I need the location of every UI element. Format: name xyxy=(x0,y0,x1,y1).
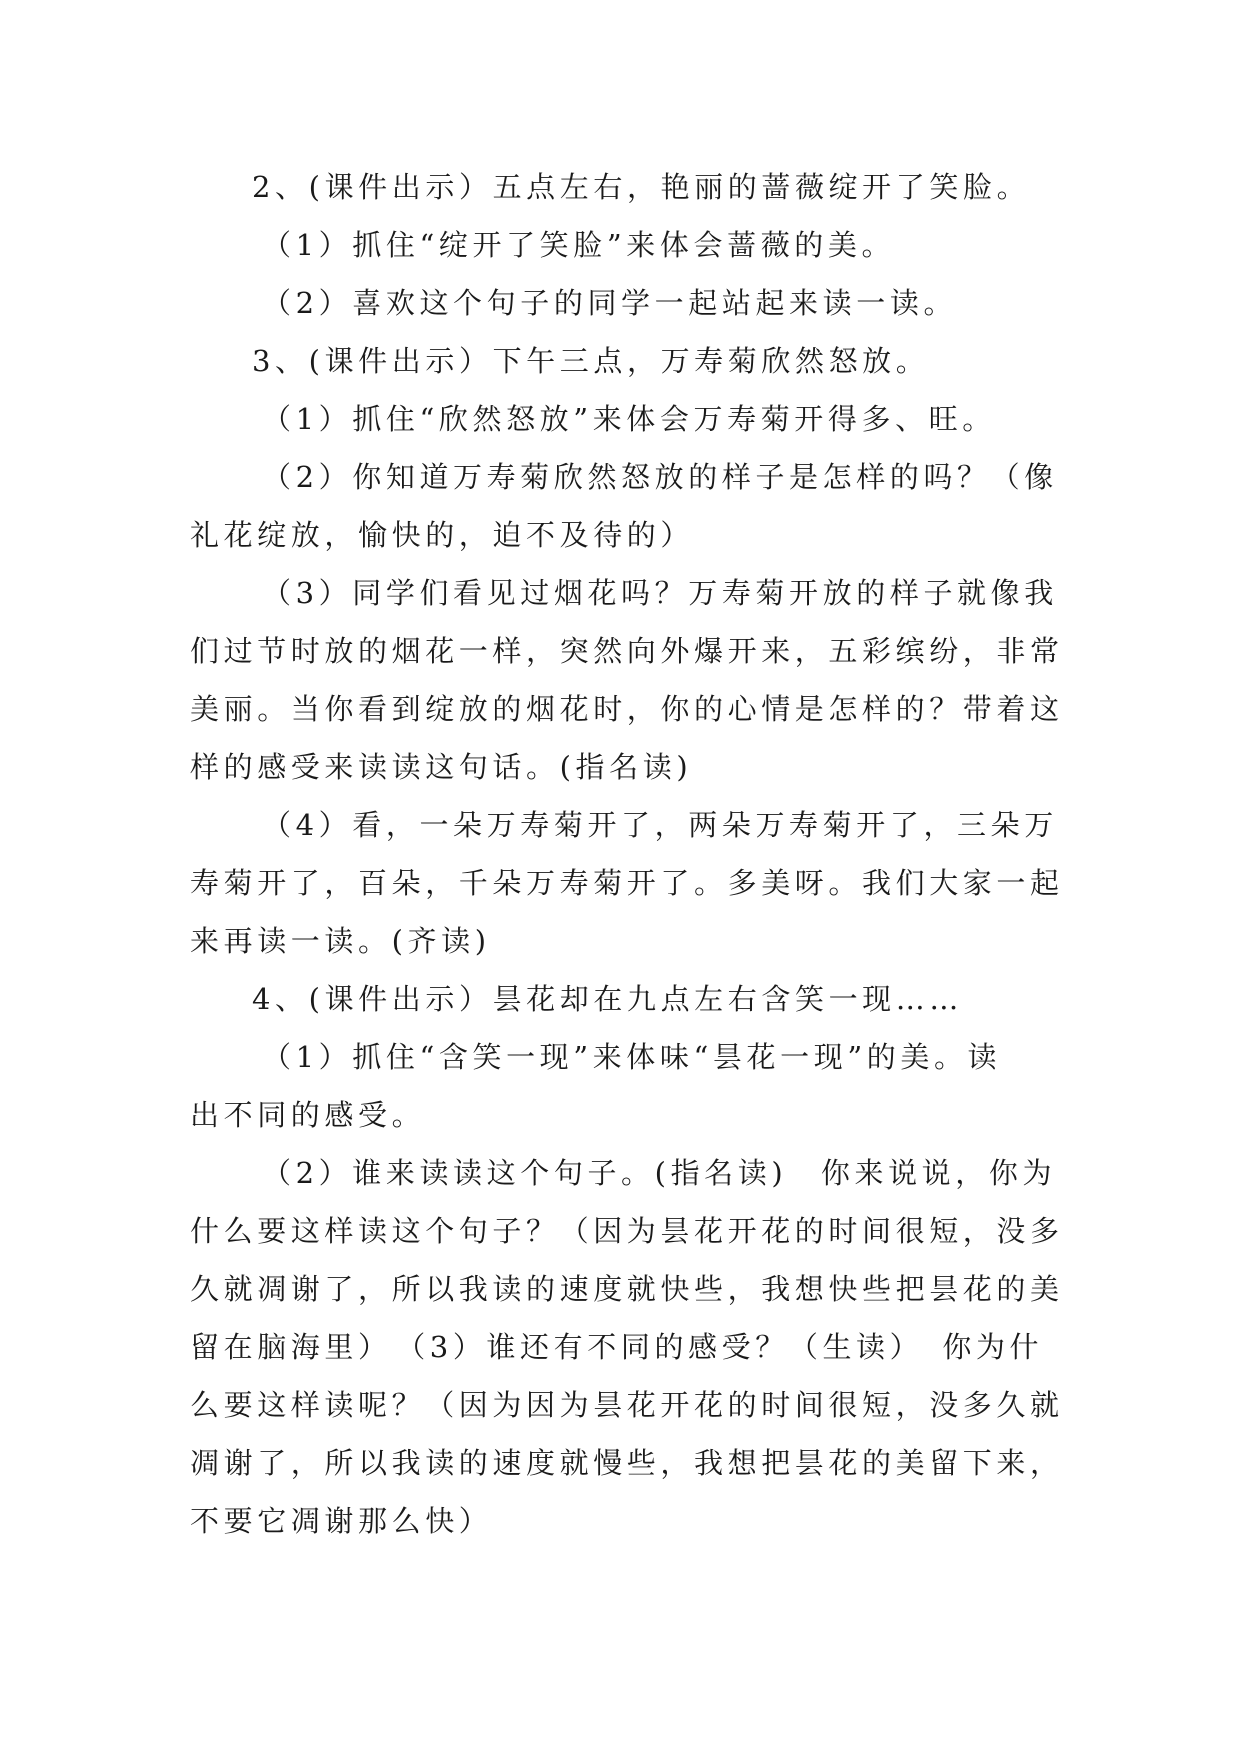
text-line: 礼花绽放，愉快的，迫不及待的） xyxy=(190,518,695,552)
text-line: 寿菊开了，百朵，千朵万寿菊开了。多美呀。我们大家一起 xyxy=(190,866,1064,900)
text-line: 久就凋谢了，所以我读的速度就快些，我想快些把昙花的美 xyxy=(190,1272,1064,1306)
text-line: （1）抓住“含笑一现”来体味“昙花一现”的美。读 xyxy=(262,1040,1002,1074)
text-line: 留在脑海里） （3）谁还有不同的感受？（生读） 你为什 xyxy=(190,1330,1044,1364)
text-line: （1）抓住“欣然怒放”来体会万寿菊开得多、旺。 xyxy=(262,402,996,436)
text-line: 凋谢了，所以我读的速度就慢些，我想把昙花的美留下来， xyxy=(190,1446,1064,1480)
text-line: 们过节时放的烟花一样，突然向外爆开来，五彩缤纷，非常 xyxy=(190,634,1064,668)
text-line: （1）抓住“绽开了笑脸”来体会蔷薇的美。 xyxy=(262,228,896,262)
text-line: 2、(课件出示）五点左右，艳丽的蔷薇绽开了笑脸。 xyxy=(252,170,1031,204)
text-line: 3、(课件出示）下午三点，万寿菊欣然怒放。 xyxy=(252,344,930,378)
text-line: （2）喜欢这个句子的同学一起站起来读一读。 xyxy=(262,286,958,320)
text-line: 什么要这样读这个句子？（因为昙花开花的时间很短，没多 xyxy=(190,1214,1064,1248)
text-line: （2）你知道万寿菊欣然怒放的样子是怎样的吗？（像 xyxy=(262,460,1058,494)
text-line: 出不同的感受。 xyxy=(190,1098,426,1132)
text-line: （4）看，一朵万寿菊开了，两朵万寿菊开了，三朵万 xyxy=(262,808,1058,842)
text-line: （3）同学们看见过烟花吗？万寿菊开放的样子就像我 xyxy=(262,576,1058,610)
text-line: 么要这样读呢？（因为因为昙花开花的时间很短，没多久就 xyxy=(190,1388,1064,1422)
document-body xyxy=(190,158,1064,1550)
text-line: 来再读一读。(齐读) xyxy=(190,924,491,958)
text-line: （2）谁来读读这个句子。(指名读) 你来说说，你为 xyxy=(262,1156,1057,1190)
text-line: 美丽。当你看到绽放的烟花时，你的心情是怎样的？带着这 xyxy=(190,692,1064,726)
text-line: 不要它凋谢那么快） xyxy=(190,1504,493,1538)
text-line: 样的感受来读读这句话。(指名读) xyxy=(190,750,693,784)
text-line: 4、(课件出示）昙花却在九点左右含笑一现…… xyxy=(252,982,963,1016)
